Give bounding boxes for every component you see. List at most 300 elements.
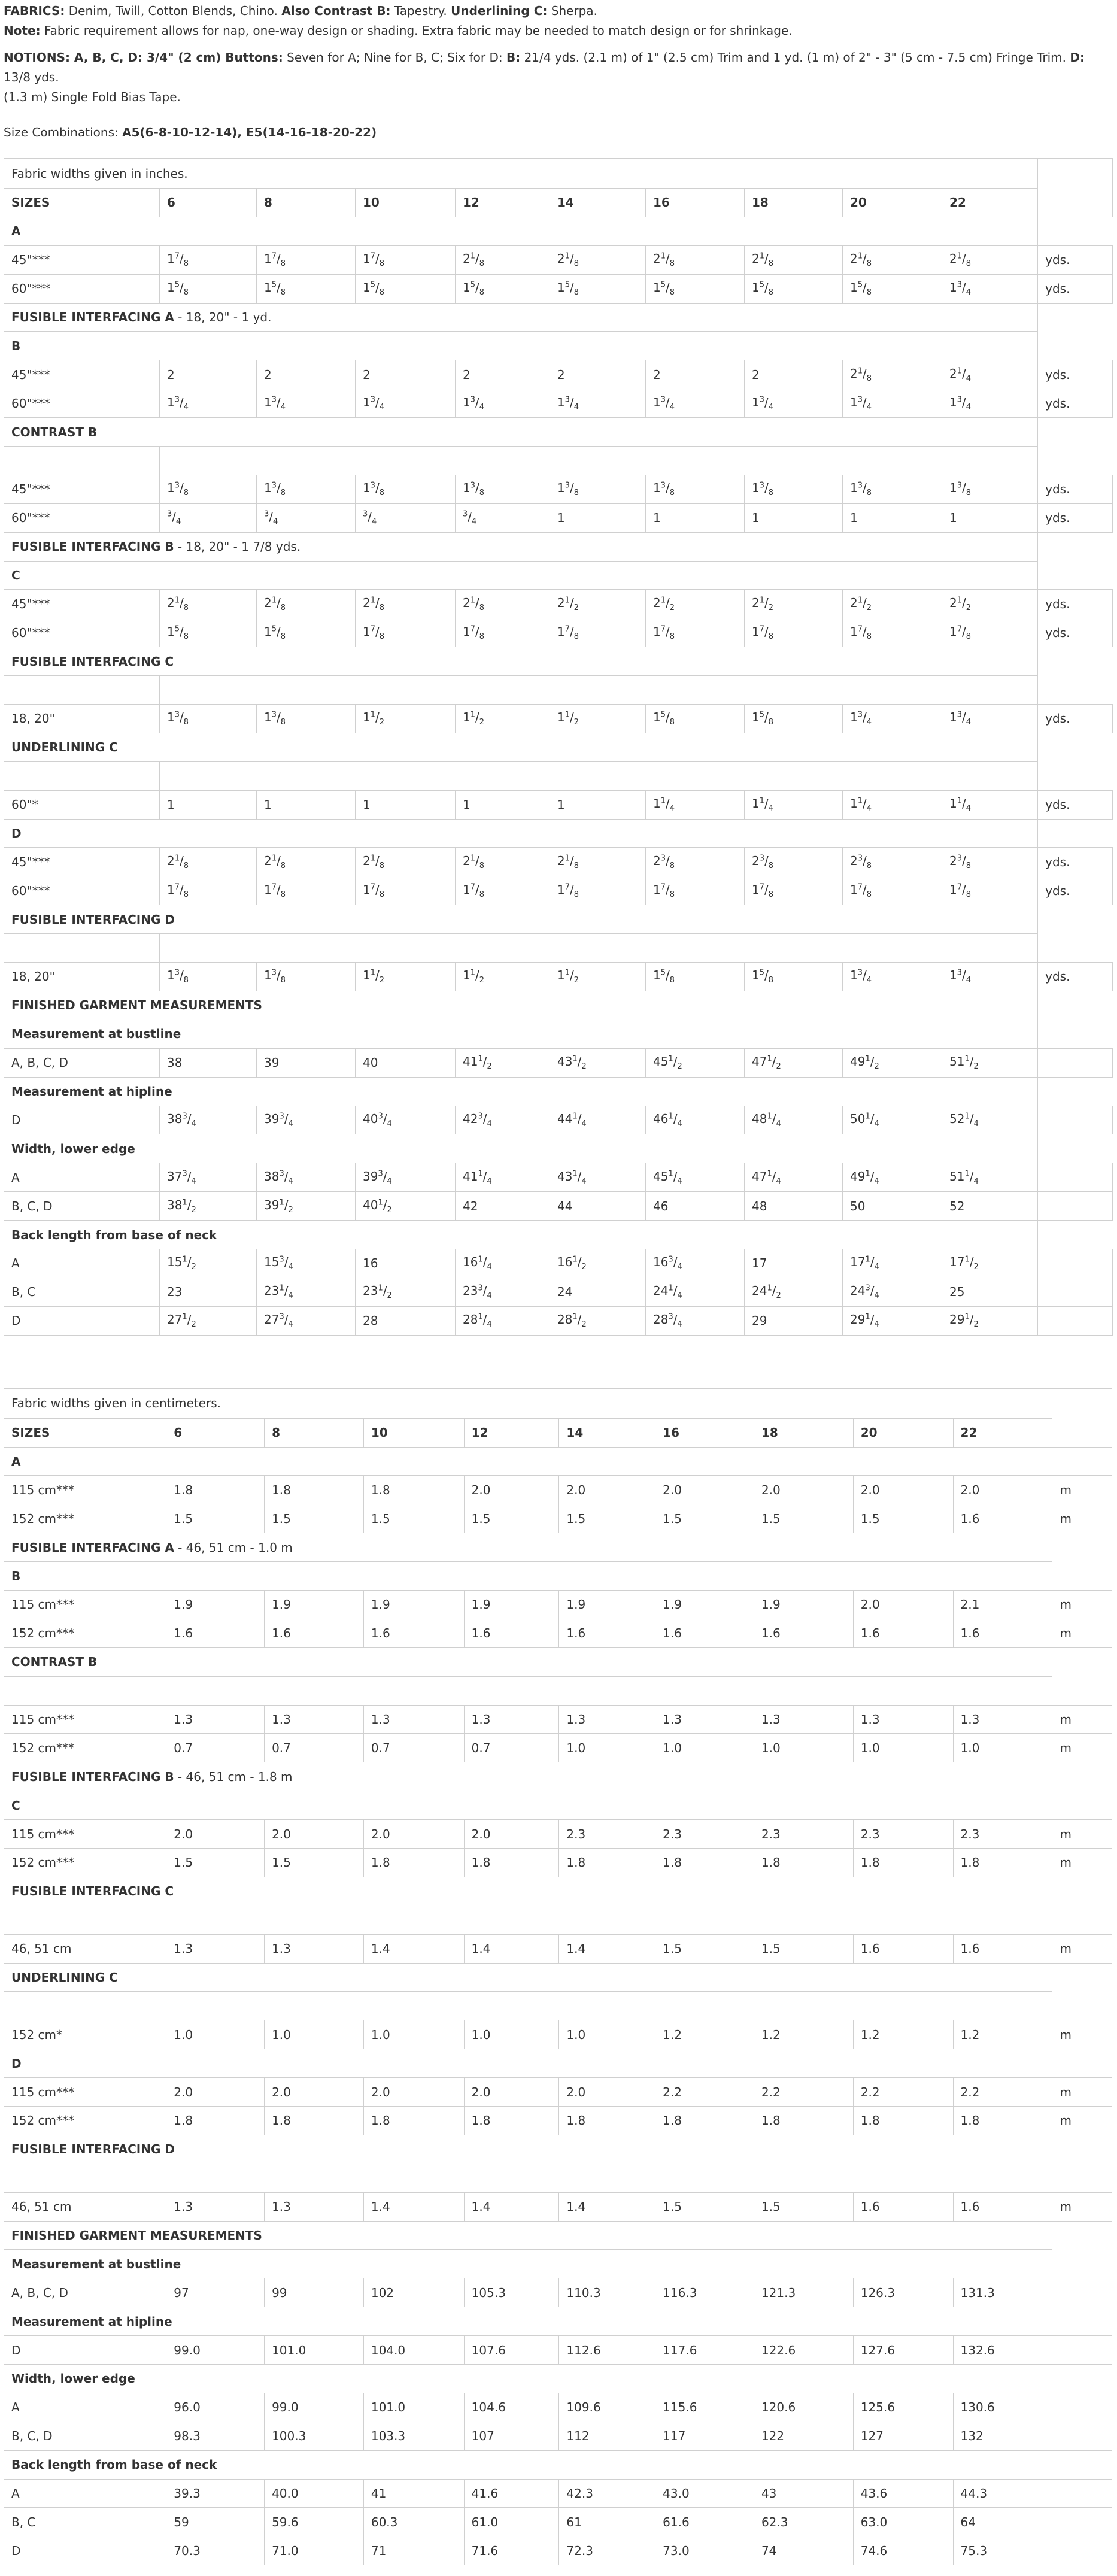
row-spacer <box>1052 2365 1112 2393</box>
table-cell: 43.0 <box>655 2479 754 2508</box>
table-cell: 61 <box>559 2508 655 2536</box>
table-cell: 2.3 <box>754 1820 853 1849</box>
table-cell: 38 <box>160 1048 257 1077</box>
row-label: D <box>4 1306 160 1335</box>
table-cell: 1.8 <box>166 1476 265 1504</box>
table-cell: 2.3 <box>559 1820 655 1849</box>
table-row <box>4 2336 1112 2365</box>
unit-cell: yds. <box>1038 475 1113 503</box>
section-title: Measurement at hipline <box>11 1084 172 1099</box>
table-cell: 117.6 <box>655 2336 754 2365</box>
empty-cell <box>160 676 1038 705</box>
row-label: 115 cm*** <box>4 2078 166 2107</box>
table-cell: 0.7 <box>166 1734 265 1762</box>
table-cell: 71.0 <box>265 2536 364 2565</box>
row-label: 152 cm*** <box>4 1619 166 1647</box>
section-label <box>4 303 1038 332</box>
table-cell: 62.3 <box>754 2508 853 2536</box>
table-cell: 1.5 <box>464 1504 559 1533</box>
unit-cell: yds. <box>1038 790 1113 819</box>
table-cell: $1^3/_4$ <box>160 389 257 418</box>
table-cell: 1.0 <box>559 1734 655 1762</box>
table-cell: $38^3/_4$ <box>257 1163 356 1192</box>
section-row <box>4 2450 1112 2479</box>
section-label <box>4 1762 1052 1791</box>
yardage-table-centimeters <box>4 1388 1112 2566</box>
section-row <box>4 2365 1112 2393</box>
table-cell: 1.5 <box>166 1848 265 1877</box>
table-cell: 64 <box>953 2508 1052 2536</box>
table-cell: 1.0 <box>166 2020 265 2049</box>
table-cell: 1.6 <box>953 2192 1052 2221</box>
table-cell: 1.3 <box>265 1705 364 1734</box>
table-cell: 2.0 <box>265 1820 364 1849</box>
table-cell: 1.2 <box>754 2020 853 2049</box>
row-spacer <box>1052 1963 1112 1992</box>
table-cell: 1.9 <box>166 1590 265 1619</box>
table-cell: 2 <box>550 360 646 389</box>
table-cell: $2^1/_8$ <box>646 245 745 274</box>
empty-row <box>4 447 1113 475</box>
empty-row <box>4 1676 1112 1705</box>
table-cell: 1.2 <box>853 2020 953 2049</box>
section-row <box>4 532 1113 561</box>
table-cell: 40.0 <box>265 2479 364 2508</box>
empty-row <box>4 761 1113 790</box>
table-cell: 98.3 <box>166 2422 265 2450</box>
table-cell: $28^3/_4$ <box>646 1306 745 1335</box>
table-cell: $24^1/_4$ <box>646 1278 745 1306</box>
section-title: CONTRAST B <box>11 424 98 439</box>
row-spacer <box>1038 1134 1113 1163</box>
table-cell: 71 <box>363 2536 464 2565</box>
size-header: 10 <box>363 1418 464 1447</box>
section-row <box>4 1647 1112 1676</box>
section-row <box>4 1963 1112 1992</box>
unit-cell: yds. <box>1038 705 1113 733</box>
section-row <box>4 418 1113 447</box>
table-cell: $23^3/_4$ <box>456 1278 550 1306</box>
table-cell: $1^7/_8$ <box>550 618 646 647</box>
empty-cell <box>160 934 1038 963</box>
table-cell: $1^7/_8$ <box>160 876 257 905</box>
table-cell: 16 <box>356 1249 456 1278</box>
table-cell: 1.0 <box>655 1734 754 1762</box>
section-title: Width, lower edge <box>11 2371 135 2386</box>
table-cell: $1^5/_8$ <box>257 274 356 303</box>
row-label: A <box>4 1249 160 1278</box>
table-cell: 1 <box>550 503 646 532</box>
table-caption: Fabric widths given in centimeters. <box>4 1388 1052 1418</box>
section-title: UNDERLINING C <box>11 1970 118 1985</box>
size-header: 16 <box>646 189 745 217</box>
caption-spacer <box>1038 159 1113 217</box>
section-title: FUSIBLE INTERFACING B <box>11 1769 174 1784</box>
section-title: C <box>11 1798 20 1813</box>
table-cell: $1^7/_8$ <box>257 245 356 274</box>
table-cell: 2.0 <box>853 1590 953 1619</box>
unit-cell: m <box>1052 1619 1112 1647</box>
row-spacer <box>1038 561 1113 590</box>
table-cell: 1 <box>257 790 356 819</box>
row-spacer <box>1038 733 1113 761</box>
table-cell: 2.2 <box>754 2078 853 2107</box>
table-cell: $1^3/_8$ <box>356 475 456 503</box>
section-label <box>4 1791 1052 1820</box>
size-header: 14 <box>550 189 646 217</box>
size-header: 8 <box>265 1418 364 1447</box>
size-combinations-value: A5(6-8-10-12-14), E5(14-16-18-20-22) <box>122 125 377 139</box>
table-cell: 1 <box>456 790 550 819</box>
table-cell: $47^1/_2$ <box>745 1048 843 1077</box>
table-cell: 1.8 <box>363 2107 464 2135</box>
table-row <box>4 2508 1112 2536</box>
sizes-header-row <box>4 189 1113 217</box>
table-cell: 2.0 <box>464 2078 559 2107</box>
table-cell: 122 <box>754 2422 853 2450</box>
table-cell: 1.6 <box>754 1619 853 1647</box>
unit-cell: m <box>1052 1934 1112 1963</box>
table-cell: $46^1/_4$ <box>646 1106 745 1134</box>
table-row <box>4 274 1113 303</box>
row-label: 45"*** <box>4 245 160 274</box>
row-spacer <box>1052 1762 1112 1791</box>
table-cell: $1^3/_4$ <box>356 389 456 418</box>
underlining-label: Underlining C: <box>451 4 548 18</box>
section-note: - 18, 20" - 1 yd. <box>174 310 272 324</box>
table-cell: 1.0 <box>363 2020 464 2049</box>
table-cell: 29 <box>745 1306 843 1335</box>
table-cell: 43 <box>754 2479 853 2508</box>
section-title: B <box>11 338 21 353</box>
unit-cell: yds. <box>1038 274 1113 303</box>
table-cell: 100.3 <box>265 2422 364 2450</box>
table-cell: $51^1/_2$ <box>942 1048 1038 1077</box>
table-cell: 43.6 <box>853 2479 953 2508</box>
table-cell: $1^5/_8$ <box>745 705 843 733</box>
row-label: A <box>4 1163 160 1192</box>
section-row <box>4 1762 1112 1791</box>
unit-cell <box>1038 1278 1113 1306</box>
unit-cell <box>1052 2336 1112 2365</box>
table-cell: $1^5/_8$ <box>160 618 257 647</box>
table-cell: $1^1/_2$ <box>356 705 456 733</box>
row-spacer <box>1038 676 1113 705</box>
table-cell: $1^3/_8$ <box>456 475 550 503</box>
row-spacer <box>1052 1877 1112 1906</box>
unit-cell: m <box>1052 1848 1112 1877</box>
row-spacer <box>1038 418 1113 447</box>
table-cell: $39^3/_4$ <box>257 1106 356 1134</box>
section-row <box>4 1562 1112 1591</box>
table-cell: 1.8 <box>363 1476 464 1504</box>
table-cell: $1^5/_8$ <box>646 963 745 991</box>
table-cell: 107.6 <box>464 2336 559 2365</box>
row-spacer <box>1052 1533 1112 1562</box>
section-label <box>4 819 1038 848</box>
table-cell: 1.9 <box>464 1590 559 1619</box>
table-row <box>4 790 1113 819</box>
table-cell: 125.6 <box>853 2393 953 2422</box>
table-cell: $42^3/_4$ <box>456 1106 550 1134</box>
table-cell: $24^3/_4$ <box>843 1278 942 1306</box>
table-cell: $27^1/_2$ <box>160 1306 257 1335</box>
table-row <box>4 1590 1112 1619</box>
section-row <box>4 2307 1112 2336</box>
table-row <box>4 1619 1112 1647</box>
empty-cell <box>166 1992 1052 2020</box>
size-header: 18 <box>754 1418 853 1447</box>
row-label: 60"*** <box>4 503 160 532</box>
table-cell: 1.6 <box>559 1619 655 1647</box>
section-label <box>4 217 1038 245</box>
table-cell: 105.3 <box>464 2278 559 2307</box>
size-combinations-label: Size Combinations: <box>4 125 119 139</box>
unit-cell <box>1038 1106 1113 1134</box>
table-cell: 1 <box>942 503 1038 532</box>
table-cell: $45^1/_2$ <box>646 1048 745 1077</box>
table-cell: 2.0 <box>559 2078 655 2107</box>
table-cell: $49^1/_4$ <box>843 1163 942 1192</box>
table-cell: $2^1/_8$ <box>456 245 550 274</box>
table-cell: 99.0 <box>166 2336 265 2365</box>
table-cell: 2 <box>745 360 843 389</box>
table-cell: 52 <box>942 1192 1038 1221</box>
row-spacer <box>1038 1077 1113 1106</box>
table-row <box>4 590 1113 618</box>
size-header: 14 <box>559 1418 655 1447</box>
size-header: 12 <box>456 189 550 217</box>
unit-cell: yds. <box>1038 618 1113 647</box>
table-cell: 1.3 <box>853 1705 953 1734</box>
table-row <box>4 2536 1112 2565</box>
table-cell: $1^5/_8$ <box>257 618 356 647</box>
section-title: FUSIBLE INTERFACING A <box>11 310 174 324</box>
table-cell: $1^3/_4$ <box>942 705 1038 733</box>
table-cell: $41^1/_4$ <box>456 1163 550 1192</box>
table-cell: $2^1/_2$ <box>550 590 646 618</box>
notions-line <box>4 48 1110 87</box>
table-cell: 1.3 <box>754 1705 853 1734</box>
table-cell: 0.7 <box>464 1734 559 1762</box>
table-cell: $28^1/_2$ <box>550 1306 646 1335</box>
section-row <box>4 1447 1112 1476</box>
row-label: 152 cm*** <box>4 1848 166 1877</box>
empty-row <box>4 1906 1112 1934</box>
section-title: UNDERLINING C <box>11 740 118 755</box>
section-title: Width, lower edge <box>11 1141 135 1156</box>
table-cell: 1.2 <box>953 2020 1052 2049</box>
sizes-label: SIZES <box>4 189 160 217</box>
table-cell: 1.9 <box>559 1590 655 1619</box>
section-label <box>4 1077 1038 1106</box>
section-row <box>4 1877 1112 1906</box>
size-header: 22 <box>953 1418 1052 1447</box>
section-label <box>4 1533 1052 1562</box>
note-line <box>4 21 1110 41</box>
section-label <box>4 1647 1052 1676</box>
section-title: CONTRAST B <box>11 1655 98 1670</box>
row-spacer <box>1052 1676 1112 1705</box>
unit-cell <box>1052 2479 1112 2508</box>
unit-cell: yds. <box>1038 848 1113 876</box>
row-label: 152 cm*** <box>4 1734 166 1762</box>
table-cell: $16^1/_4$ <box>456 1249 550 1278</box>
section-label <box>4 2221 1052 2250</box>
contrast-label: Also Contrast B: <box>281 4 391 18</box>
table-cell: 102 <box>363 2278 464 2307</box>
unit-cell: m <box>1052 2107 1112 2135</box>
table-cell: 96.0 <box>166 2393 265 2422</box>
table-cell: $1^7/_8$ <box>745 876 843 905</box>
table-cell: 1.8 <box>754 2107 853 2135</box>
row-spacer <box>1052 2221 1112 2250</box>
table-cell: 2.1 <box>953 1590 1052 1619</box>
section-title: Back length from base of neck <box>11 1227 217 1242</box>
table-cell: $2^1/_2$ <box>646 590 745 618</box>
table-cell: 2 <box>646 360 745 389</box>
table-cell: 2.0 <box>265 2078 364 2107</box>
table-cell: $52^1/_4$ <box>942 1106 1038 1134</box>
row-spacer <box>1052 2135 1112 2164</box>
section-title: B <box>11 1568 21 1583</box>
table-cell: $^3/_4$ <box>356 503 456 532</box>
table-row <box>4 1504 1112 1533</box>
row-spacer <box>1038 447 1113 475</box>
size-header: 8 <box>257 189 356 217</box>
table-cell: $1^1/_2$ <box>456 963 550 991</box>
table-cell: 109.6 <box>559 2393 655 2422</box>
table-cell: 17 <box>745 1249 843 1278</box>
row-spacer <box>1038 934 1113 963</box>
table-cell: 1.3 <box>953 1705 1052 1734</box>
size-header: 6 <box>160 189 257 217</box>
table-cell: 1.0 <box>265 2020 364 2049</box>
table-cell: $2^1/_8$ <box>550 848 646 876</box>
section-label <box>4 733 1038 761</box>
empty-row <box>4 676 1113 705</box>
empty-cell <box>160 761 1038 790</box>
section-row <box>4 332 1113 360</box>
table-cell: 44 <box>550 1192 646 1221</box>
table-cell: 1.3 <box>559 1705 655 1734</box>
table-cell: $2^1/_8$ <box>356 590 456 618</box>
table-cell: 61.0 <box>464 2508 559 2536</box>
section-row <box>4 905 1113 934</box>
row-label: B, C, D <box>4 2422 166 2450</box>
empty-cell <box>4 1676 166 1705</box>
table-cell: 1.6 <box>363 1619 464 1647</box>
table-cell: 23 <box>160 1278 257 1306</box>
unit-cell <box>1038 1048 1113 1077</box>
section-label <box>4 1877 1052 1906</box>
section-label <box>4 1221 1038 1249</box>
row-label: 152 cm*** <box>4 2107 166 2135</box>
table-cell: 1.6 <box>953 1504 1052 1533</box>
table-cell: 110.3 <box>559 2278 655 2307</box>
table-cell: 48 <box>745 1192 843 1221</box>
table-cell: 72.3 <box>559 2536 655 2565</box>
row-label: 152 cm* <box>4 2020 166 2049</box>
table-cell: $1^7/_8$ <box>257 876 356 905</box>
table-cell: 132 <box>953 2422 1052 2450</box>
table-cell: $1^7/_8$ <box>942 876 1038 905</box>
table-cell: 2.0 <box>754 1476 853 1504</box>
table-cell: 2.3 <box>655 1820 754 1849</box>
empty-cell <box>4 1906 166 1934</box>
unit-cell: yds. <box>1038 245 1113 274</box>
table-row <box>4 503 1113 532</box>
underlining-text: Sherpa. <box>551 4 597 18</box>
unit-cell: m <box>1052 1504 1112 1533</box>
table-row <box>4 1249 1113 1278</box>
row-label: 115 cm*** <box>4 1476 166 1504</box>
table-cell: 132.6 <box>953 2336 1052 2365</box>
table-cell: $1^3/_4$ <box>843 963 942 991</box>
row-spacer <box>1038 1020 1113 1048</box>
table-cell: 1.5 <box>655 1934 754 1963</box>
row-label: A <box>4 2479 166 2508</box>
table-cell: 74 <box>754 2536 853 2565</box>
table-cell: 28 <box>356 1306 456 1335</box>
table-cell: 2 <box>257 360 356 389</box>
table-cell: 2 <box>456 360 550 389</box>
section-row <box>4 217 1113 245</box>
section-row <box>4 647 1113 676</box>
table-cell: 1.0 <box>754 1734 853 1762</box>
table-cell: 1.9 <box>754 1590 853 1619</box>
table-cell: 1.8 <box>953 2107 1052 2135</box>
table-row <box>4 1734 1112 1762</box>
table-cell: $38^1/_2$ <box>160 1192 257 1221</box>
table-cell: $2^1/_8$ <box>456 848 550 876</box>
table-cell: 1.9 <box>363 1590 464 1619</box>
table-cell: $2^1/_8$ <box>257 848 356 876</box>
row-spacer <box>1052 1447 1112 1476</box>
table-cell: 101.0 <box>265 2336 364 2365</box>
table-cell: $^3/_4$ <box>456 503 550 532</box>
section-title: C <box>11 568 20 583</box>
fabrics-text: Denim, Twill, Cotton Blends, Chino. <box>68 4 278 18</box>
table-cell: 71.6 <box>464 2536 559 2565</box>
table-cell: 25 <box>942 1278 1038 1306</box>
table-cell: $29^1/_4$ <box>843 1306 942 1335</box>
note-text: Fabric requirement allows for nap, one-way design or shading. Extra fabric may be needed to match design or for shrinkage. <box>44 23 793 38</box>
table-cell: $48^1/_4$ <box>745 1106 843 1134</box>
table-cell: $2^1/_8$ <box>843 245 942 274</box>
size-header: 16 <box>655 1418 754 1447</box>
table-cell: $37^3/_4$ <box>160 1163 257 1192</box>
notions-b-label: B: <box>506 50 521 65</box>
section-label <box>4 418 1038 447</box>
section-title: FUSIBLE INTERFACING D <box>11 912 175 927</box>
unit-cell <box>1038 1163 1113 1192</box>
table-cell: $45^1/_4$ <box>646 1163 745 1192</box>
table-cell: 1.3 <box>363 1705 464 1734</box>
section-row <box>4 819 1113 848</box>
table-cell: $1^3/_4$ <box>942 274 1038 303</box>
table-cell: 1 <box>843 503 942 532</box>
table-cell: 2.0 <box>363 1820 464 1849</box>
table-cell: $1^7/_8$ <box>745 618 843 647</box>
empty-row <box>4 2164 1112 2192</box>
table-cell: $1^3/_8$ <box>257 705 356 733</box>
row-label: A <box>4 2393 166 2422</box>
row-label: 60"*** <box>4 389 160 418</box>
table-row <box>4 2078 1112 2107</box>
table-row <box>4 705 1113 733</box>
table-row <box>4 2020 1112 2049</box>
